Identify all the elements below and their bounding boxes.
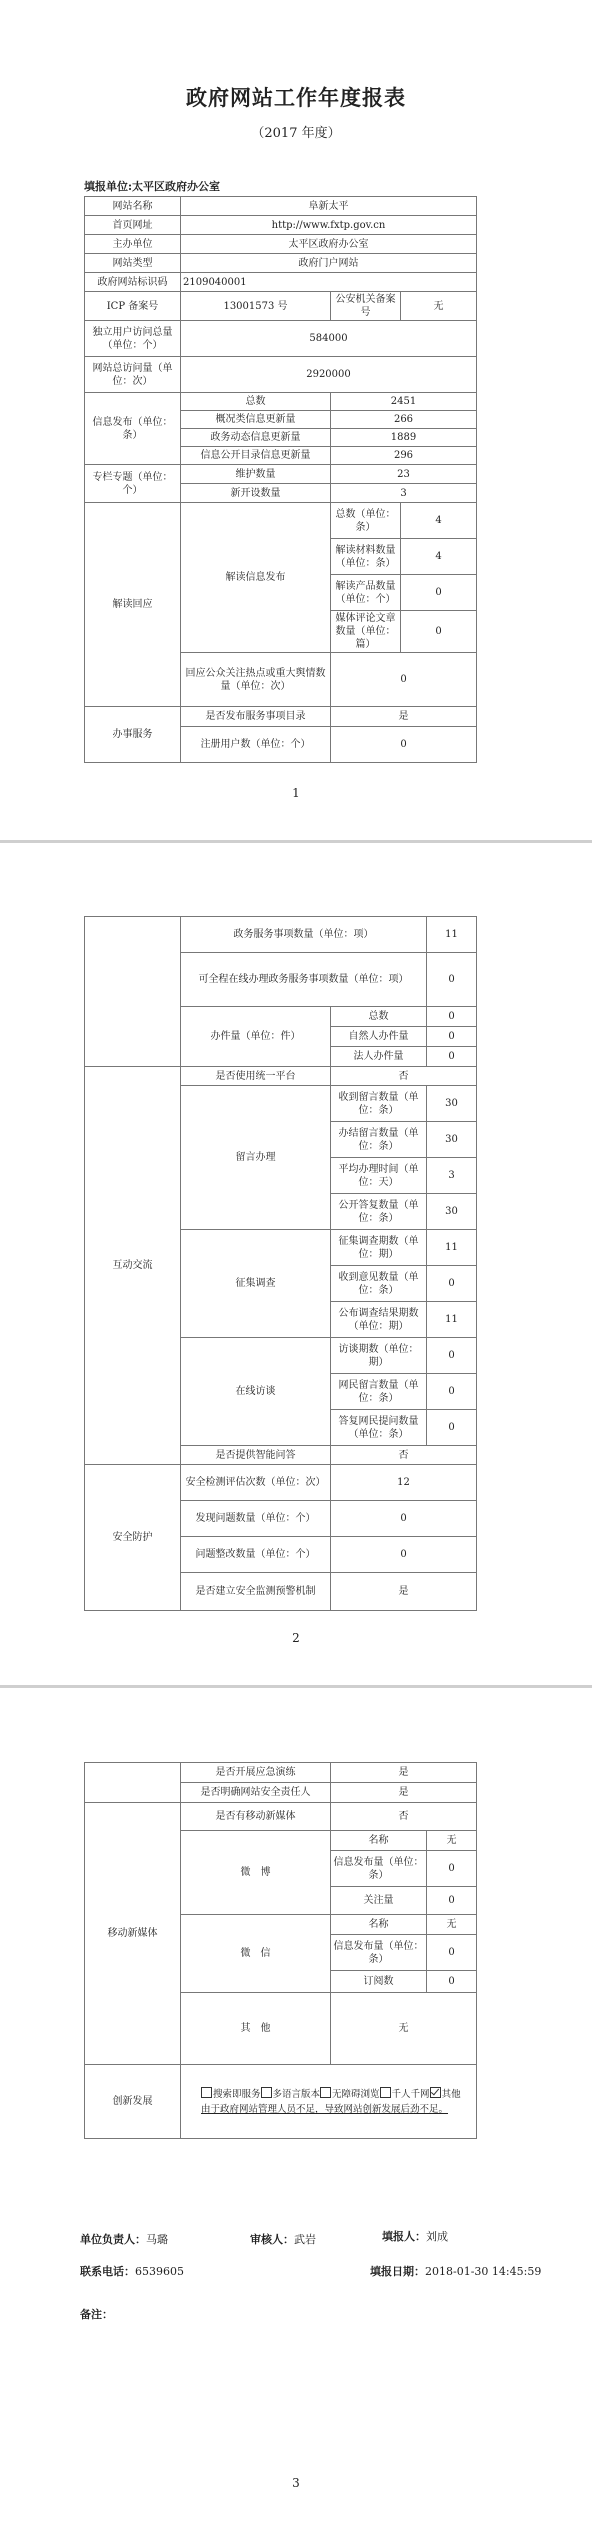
- result-label: 公布调查结果期数（单位：期）: [331, 1302, 427, 1338]
- info-open-label: 信息公开目录信息更新量: [181, 447, 331, 465]
- police: 无: [401, 292, 477, 321]
- date-label: 填报日期：: [370, 2265, 425, 2278]
- page-2: [0, 843, 592, 1685]
- date: 2018-01-30 14:45:59: [425, 2265, 542, 2278]
- page-3: [0, 1688, 592, 2528]
- wb-name: 无: [427, 1831, 477, 1851]
- topic-new: 3: [331, 484, 477, 503]
- filler: 刘成: [426, 2230, 448, 2243]
- uv: 584000: [181, 321, 477, 357]
- opt-multilang: 多语言版本: [272, 2089, 321, 2100]
- table-page-2: [84, 916, 477, 1611]
- survey-label: 征集调查: [181, 1230, 331, 1338]
- reviewer: 武岩: [294, 2233, 316, 2246]
- security-label-cont: [85, 1763, 181, 1803]
- responsible-label: 是否明确网站安全责任人: [181, 1783, 331, 1803]
- opt-accessible: 无障碍浏览: [332, 2089, 380, 2100]
- drill: 是: [331, 1763, 477, 1783]
- opt-other: 其他: [441, 2089, 461, 2100]
- weibo-label: 微 博: [181, 1831, 331, 1915]
- reviewer-label: 审核人：: [250, 2233, 294, 2246]
- platform: 否: [331, 1067, 477, 1086]
- interp-total: 4: [401, 503, 477, 539]
- info-total: 2451: [331, 393, 477, 411]
- remark-label: 备注：: [80, 2308, 113, 2321]
- found: 0: [331, 1501, 477, 1537]
- topic-maintain: 23: [331, 465, 477, 484]
- wx-sub-label: 订阅数: [331, 1971, 427, 1993]
- talk-label: 在线访谈: [181, 1338, 331, 1446]
- police-label: 公安机关备案号: [331, 292, 401, 321]
- platform-label: 是否使用统一平台: [181, 1067, 331, 1086]
- mobile-has: 否: [331, 1803, 477, 1831]
- page-1: [0, 0, 592, 840]
- smart: 否: [331, 1446, 477, 1465]
- reviewer-field: [250, 2231, 316, 2247]
- report-year: （2017 年度）: [251, 126, 341, 141]
- table-page-1: [84, 196, 477, 763]
- service-label-cont: [85, 917, 181, 1067]
- wx-name-label: 名称: [331, 1915, 427, 1935]
- opinion: 0: [427, 1266, 477, 1302]
- code: 2109040001: [181, 273, 477, 292]
- smart-label: 是否提供智能问答: [181, 1446, 331, 1465]
- service-catalog: 是: [331, 707, 477, 727]
- responsible: 是: [331, 1783, 477, 1803]
- page-number-1: 1: [292, 786, 300, 800]
- service-online: 0: [427, 953, 477, 1007]
- fixed: 0: [331, 1537, 477, 1573]
- phone-label: 联系电话：: [80, 2265, 135, 2278]
- other: 无: [331, 1993, 477, 2065]
- checkbox-accessible[interactable]: [320, 2087, 331, 2098]
- service-items: 11: [427, 917, 477, 953]
- wx-info-label: 信息发布量（单位：条）: [331, 1935, 427, 1971]
- drill-label: 是否开展应急演练: [181, 1763, 331, 1783]
- host-label: 主办单位: [85, 235, 181, 254]
- talk-msg: 0: [427, 1374, 477, 1410]
- result: 11: [427, 1302, 477, 1338]
- icp-label: ICP 备案号: [85, 292, 181, 321]
- monitor: 是: [331, 1573, 477, 1611]
- wx-sub: 0: [427, 1971, 477, 1993]
- avg: 3: [427, 1158, 477, 1194]
- interp-label: 解读回应: [85, 503, 181, 707]
- service-handle-label: 办件量（单位：件）: [181, 1007, 331, 1067]
- info-total-label: 总数: [181, 393, 331, 411]
- pub: 30: [427, 1194, 477, 1230]
- handle-total-label: 总数: [331, 1007, 427, 1027]
- interp-product: 0: [401, 575, 477, 611]
- interp-response-label: 回应公众关注热点或重大舆情数量（单位：次）: [181, 653, 331, 707]
- type-label: 网站类型: [85, 254, 181, 273]
- wechat-label: 微 信: [181, 1915, 331, 1993]
- recv: 30: [427, 1086, 477, 1122]
- site-name: 阜新太平: [181, 197, 477, 216]
- mobile-label: 移动新媒体: [85, 1803, 181, 2065]
- topic-label: 专栏专题（单位：个）: [85, 465, 181, 503]
- done-label: 办结留言数量（单位：条）: [331, 1122, 427, 1158]
- opinion-label: 收到意见数量（单位：条）: [331, 1266, 427, 1302]
- phone-field: [80, 2263, 184, 2279]
- date-field: [370, 2263, 541, 2279]
- service-catalog-label: 是否发布服务事项目录: [181, 707, 331, 727]
- interp-total-label: 总数（单位：条）: [331, 503, 401, 539]
- leader: 马璐: [146, 2233, 168, 2246]
- pv: 2920000: [181, 357, 477, 393]
- info-overview-label: 概况类信息更新量: [181, 411, 331, 429]
- talk-msg-label: 网民留言数量（单位：条）: [331, 1374, 427, 1410]
- service-items-label: 政务服务事项数量（单位：项）: [181, 917, 427, 953]
- handle-legal-label: 法人办件量: [331, 1047, 427, 1067]
- wx-name: 无: [427, 1915, 477, 1935]
- info-dynamic: 1889: [331, 429, 477, 447]
- talk-ans-label: 答复网民提问数量（单位：条）: [331, 1410, 427, 1446]
- info-dynamic-label: 政务动态信息更新量: [181, 429, 331, 447]
- interp-material: 4: [401, 539, 477, 575]
- talk-ans: 0: [427, 1410, 477, 1446]
- host: 太平区政府办公室: [181, 235, 477, 254]
- interp-media: 0: [401, 611, 477, 653]
- pub-label: 公开答复数量（单位：条）: [331, 1194, 427, 1230]
- handle-total: 0: [427, 1007, 477, 1027]
- icp: 13001573 号: [181, 292, 331, 321]
- talk-count-label: 访谈期数（单位：期）: [331, 1338, 427, 1374]
- handle-legal: 0: [427, 1047, 477, 1067]
- innovation-label: 创新发展: [85, 2065, 181, 2139]
- service-online-label: 可全程在线办理政务服务事项数量（单位：项）: [181, 953, 427, 1007]
- innovation-note: 由于政府网站管理人员不足，导致网站创新发展后劲不足。: [201, 2104, 449, 2115]
- uv-label: 独立用户访问总量（单位：个）: [85, 321, 181, 357]
- checkbox-search-service[interactable]: [201, 2087, 212, 2098]
- info-open: 296: [331, 447, 477, 465]
- topic-new-label: 新开设数量: [181, 484, 331, 503]
- fixed-label: 问题整改数量（单位：个）: [181, 1537, 331, 1573]
- monitor-label: 是否建立安全监测预警机制: [181, 1573, 331, 1611]
- info-label: 信息发布（单位：条）: [85, 393, 181, 465]
- msg-label: 留言办理: [181, 1086, 331, 1230]
- filing-unit: 填报单位:太平区政府办公室: [84, 180, 221, 193]
- service-users-label: 注册用户数（单位：个）: [181, 727, 331, 763]
- opt-search-service: 搜索即服务: [213, 2089, 261, 2100]
- other-label: 其 他: [181, 1993, 331, 2065]
- interp-media-label: 媒体评论文章数量（单位：篇）: [331, 611, 401, 653]
- code-label: 政府网站标识码: [85, 273, 181, 292]
- mobile-has-label: 是否有移动新媒体: [181, 1803, 331, 1831]
- info-overview: 266: [331, 411, 477, 429]
- check: 12: [331, 1465, 477, 1501]
- checkbox-multilang[interactable]: [261, 2087, 272, 2098]
- interp-product-label: 解读产品数量（单位：个）: [331, 575, 401, 611]
- wb-follow-label: 关注量: [331, 1887, 427, 1915]
- site-name-label: 网站名称: [85, 197, 181, 216]
- handle-person: 0: [427, 1027, 477, 1047]
- interp-response: 0: [331, 653, 477, 707]
- wb-info-label: 信息发布量（单位：条）: [331, 1851, 427, 1887]
- leader-label: 单位负责人：: [80, 2233, 146, 2246]
- checkbox-personalized[interactable]: [380, 2087, 391, 2098]
- pv-label: 网站总访问量（单位：次）: [85, 357, 181, 393]
- recv-label: 收到留言数量（单位：条）: [331, 1086, 427, 1122]
- report-title: 政府网站工作年度报表: [186, 85, 406, 110]
- survey-count: 11: [427, 1230, 477, 1266]
- topic-maintain-label: 维护数量: [181, 465, 331, 484]
- wb-name-label: 名称: [331, 1831, 427, 1851]
- table-page-3: [84, 1762, 477, 2139]
- url-label: 首页网址: [85, 216, 181, 235]
- service-label: 办事服务: [85, 707, 181, 763]
- wb-follow: 0: [427, 1887, 477, 1915]
- opt-personalized: 千人千网: [391, 2089, 430, 2100]
- done: 30: [427, 1122, 477, 1158]
- phone: 6539605: [135, 2265, 184, 2278]
- wb-info: 0: [427, 1851, 477, 1887]
- url[interactable]: http://www.fxtp.gov.cn: [181, 216, 477, 235]
- interp-sub-label: 解读信息发布: [181, 503, 331, 653]
- page-number-3: 3: [292, 2476, 300, 2490]
- innovation-content: [181, 2065, 477, 2139]
- filler-label: 填报人：: [382, 2230, 426, 2243]
- interact-label: 互动交流: [85, 1067, 181, 1465]
- found-label: 发现问题数量（单位：个）: [181, 1501, 331, 1537]
- talk-count: 0: [427, 1338, 477, 1374]
- check-label: 安全检测评估次数（单位：次）: [181, 1465, 331, 1501]
- service-users: 0: [331, 727, 477, 763]
- security-label: 安全防护: [85, 1465, 181, 1611]
- handle-person-label: 自然人办件量: [331, 1027, 427, 1047]
- avg-label: 平均办理时间（单位：天）: [331, 1158, 427, 1194]
- checkbox-other-checked[interactable]: [430, 2087, 441, 2098]
- interp-material-label: 解读材料数量（单位：条）: [331, 539, 401, 575]
- type: 政府门户网站: [181, 254, 477, 273]
- page-number-2: 2: [292, 1631, 300, 1645]
- wx-info: 0: [427, 1935, 477, 1971]
- filler-field: [382, 2228, 448, 2244]
- survey-count-label: 征集调查期数（单位：期）: [331, 1230, 427, 1266]
- leader-field: [80, 2231, 168, 2247]
